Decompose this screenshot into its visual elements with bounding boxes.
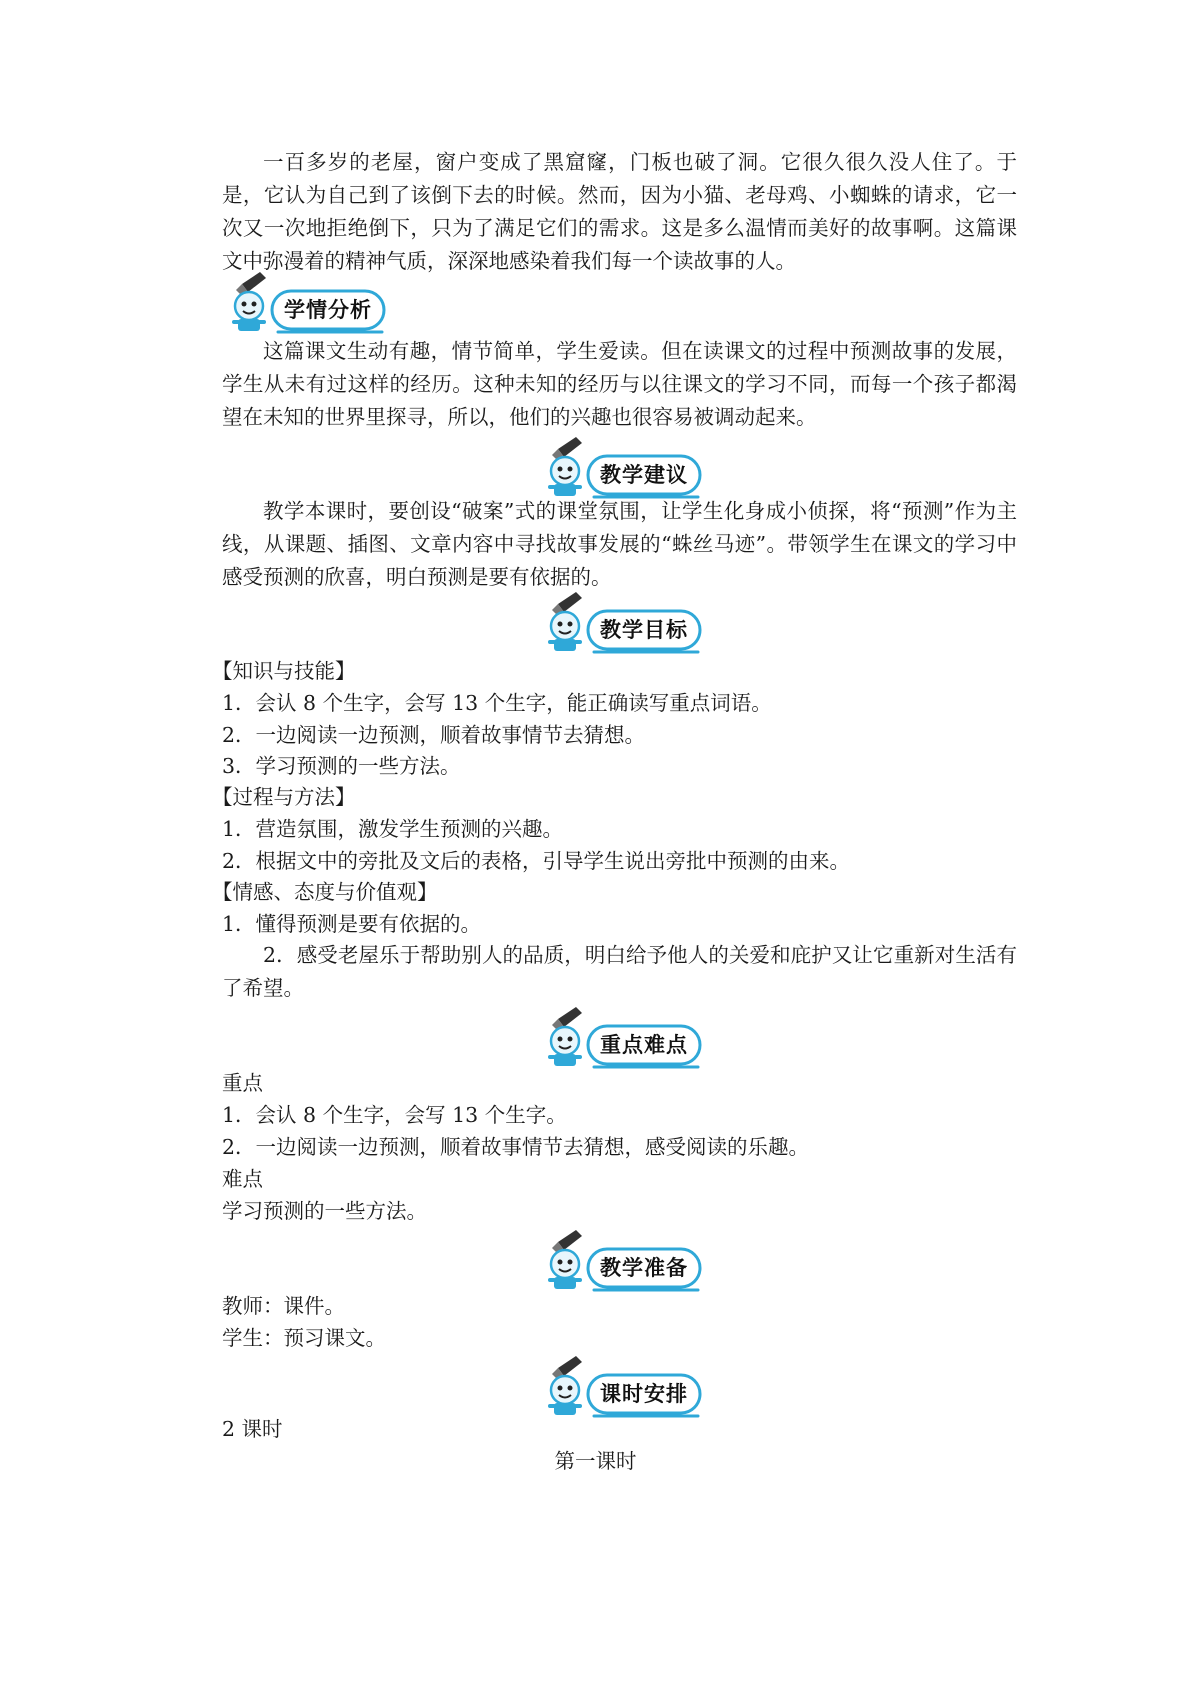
section-heading-label: 学情分析 bbox=[284, 298, 372, 322]
list-item: 1．营造氛围，激发学生预测的兴趣。 bbox=[222, 817, 564, 841]
section-heading-label: 重点难点 bbox=[600, 1033, 688, 1057]
list-item: 2．一边阅读一边预测，顺着故事情节去猜想，感受阅读的乐趣。 bbox=[222, 1135, 810, 1159]
list-item: 2．一边阅读一边预测，顺着故事情节去猜想。 bbox=[222, 723, 646, 747]
section-heading-schedule bbox=[536, 1354, 706, 1420]
list-item: 2．感受老屋乐于帮助别人的品质，明白给予他人的关爱和庇护又让它重新对生活有了希望。 bbox=[222, 943, 1017, 1000]
section-heading-label: 课时安排 bbox=[600, 1382, 688, 1406]
lesson-hours: 2 课时 bbox=[222, 1417, 283, 1441]
section-heading-label: 教学建议 bbox=[600, 463, 688, 487]
list-item: 1．会认 8 个生字，会写 13 个生字。 bbox=[222, 1103, 567, 1127]
section-heading-label: 教学准备 bbox=[600, 1256, 688, 1280]
list-item: 3．学习预测的一些方法。 bbox=[222, 754, 461, 778]
student-preparation: 学生：预习课文。 bbox=[222, 1326, 386, 1350]
section-heading-preparation bbox=[536, 1228, 706, 1294]
teacher-preparation: 教师：课件。 bbox=[222, 1294, 345, 1318]
intro-paragraph: 一百多岁的老屋，窗户变成了黑窟窿，门板也破了洞。它很久很久没人住了。于是，它认为自己到了该倒下去的时候。然而，因为小猫、老母鸡、小蜘蛛的请求，它一次又一次地拒绝倒下，只为了满足它们的需求。这是多么温情而美好的故事啊。这篇课文中弥漫着的精神气质，深深地感染着我们每一个读故事的人。 bbox=[222, 150, 1017, 273]
knowledge-skills-title: 【知识与技能】 bbox=[212, 659, 356, 683]
difficult-points-text: 学习预测的一些方法。 bbox=[222, 1199, 427, 1223]
section-heading-label: 教学目标 bbox=[600, 618, 688, 642]
section-heading-key-difficult bbox=[536, 1005, 706, 1071]
student-analysis-paragraph: 这篇课文生动有趣，情节简单，学生爱读。但在读课文的过程中预测故事的发展，学生从未有过这样的经历。这种未知的经历与以往课文的学习不同，而每一个孩子都渴望在未知的世界里探寻，所以，他们的兴趣也很容易被调动起来。 bbox=[222, 339, 1017, 429]
section-heading-teaching-suggestion bbox=[536, 435, 706, 501]
list-item: 1．会认 8 个生字，会写 13 个生字，能正确读写重点词语。 bbox=[222, 691, 772, 715]
list-item: 2．根据文中的旁批及文后的表格，引导学生说出旁批中预测的由来。 bbox=[222, 849, 851, 873]
first-lesson-title: 第一课时 bbox=[554, 1449, 637, 1473]
teaching-suggestion-paragraph: 教学本课时，要创设“破案”式的课堂氛围，让学生化身成小侦探，将“预测”作为主线，从课题、插图、文章内容中寻找故事发展的“蛛丝马迹”。带领学生在课文的学习中感受预测的欣喜，明白预测是要有依据的。 bbox=[222, 499, 1017, 589]
section-heading-student-analysis bbox=[220, 270, 390, 336]
key-points-title: 重点 bbox=[222, 1071, 263, 1095]
difficult-points-title: 难点 bbox=[222, 1167, 263, 1191]
emotion-values-title: 【情感、态度与价值观】 bbox=[212, 880, 438, 904]
list-item: 1．懂得预测是要有依据的。 bbox=[222, 912, 482, 936]
section-heading-teaching-goals bbox=[536, 590, 706, 656]
process-methods-title: 【过程与方法】 bbox=[212, 785, 356, 809]
